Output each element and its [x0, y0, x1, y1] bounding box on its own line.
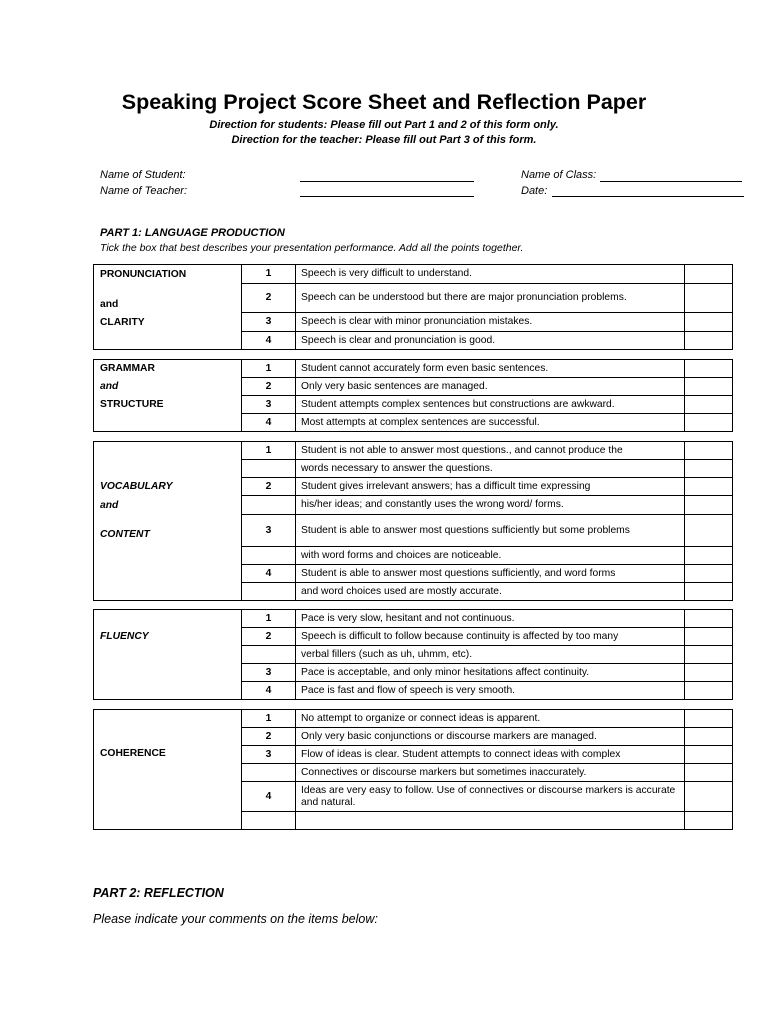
category-label: CLARITY — [100, 317, 145, 328]
direction-students: Direction for students: Please fill out Part 1 and 2 of this form only. — [209, 119, 559, 131]
rubric-pronunciation — [93, 264, 733, 350]
tick-box[interactable] — [685, 378, 733, 396]
category-label: and — [100, 500, 119, 511]
descriptor: and word choices used are mostly accurate. — [296, 583, 685, 601]
score-number — [242, 496, 296, 515]
descriptor — [296, 812, 685, 830]
tick-box[interactable] — [685, 565, 733, 583]
tick-box[interactable] — [685, 728, 733, 746]
descriptor: Student attempts complex sentences but constructions are awkward. — [296, 396, 685, 414]
tick-box[interactable] — [685, 414, 733, 432]
category-label: COHERENCE — [100, 748, 166, 759]
score-number: 3 — [242, 746, 296, 764]
score-number — [242, 547, 296, 565]
class-name-line[interactable] — [600, 181, 742, 182]
descriptor: Most attempts at complex sentences are successful. — [296, 414, 685, 432]
tick-box[interactable] — [685, 442, 733, 460]
tick-box[interactable] — [685, 682, 733, 700]
section-label-cell — [94, 610, 242, 700]
tick-box[interactable] — [685, 628, 733, 646]
student-name-line[interactable] — [300, 181, 474, 182]
score-number: 4 — [242, 414, 296, 432]
descriptor: Only very basic conjunctions or discourse markers are managed. — [296, 728, 685, 746]
score-number: 2 — [242, 284, 296, 313]
tick-box[interactable] — [685, 610, 733, 628]
rubric-vocabulary — [93, 441, 733, 601]
descriptor: Only very basic sentences are managed. — [296, 378, 685, 396]
descriptor: Flow of ideas is clear. Student attempts to connect ideas with complex — [296, 746, 685, 764]
descriptor: Connectives or discourse markers but sometimes inaccurately. — [296, 764, 685, 782]
descriptor: Student cannot accurately form even basic sentences. — [296, 360, 685, 378]
part1-heading: PART 1: LANGUAGE PRODUCTION — [100, 227, 285, 239]
descriptor: Speech is difficult to follow because continuity is affected by too many — [296, 628, 685, 646]
date-line[interactable] — [552, 196, 744, 197]
rubric-grammar — [93, 359, 733, 432]
score-number — [242, 764, 296, 782]
category-label: and — [100, 381, 119, 392]
score-number — [242, 583, 296, 601]
teacher-name-line[interactable] — [300, 196, 474, 197]
score-number: 3 — [242, 664, 296, 682]
score-number: 3 — [242, 515, 296, 547]
tick-box[interactable] — [685, 478, 733, 496]
tick-box[interactable] — [685, 284, 733, 313]
student-name-label: Name of Student: — [100, 169, 186, 181]
descriptor: Pace is fast and flow of speech is very smooth. — [296, 682, 685, 700]
tick-box[interactable] — [685, 812, 733, 830]
score-number: 3 — [242, 313, 296, 332]
descriptor: Speech is very difficult to understand. — [296, 265, 685, 284]
descriptor: No attempt to organize or connect ideas is apparent. — [296, 710, 685, 728]
category-label: STRUCTURE — [100, 399, 164, 410]
tick-box[interactable] — [685, 313, 733, 332]
descriptor: verbal fillers (such as uh, uhmm, etc). — [296, 646, 685, 664]
score-number — [242, 646, 296, 664]
descriptor: Student is able to answer most questions sufficiently, and word forms — [296, 565, 685, 583]
teacher-name-label: Name of Teacher: — [100, 185, 188, 197]
score-number: 1 — [242, 360, 296, 378]
part2-instruction: Please indicate your comments on the items below: — [93, 912, 378, 926]
part2-heading: PART 2: REFLECTION — [93, 886, 224, 900]
score-number: 4 — [242, 782, 296, 812]
descriptor: Student is not able to answer most questions., and cannot produce the — [296, 442, 685, 460]
part1-instruction: Tick the box that best describes your presentation performance. Add all the points together. — [100, 242, 524, 254]
score-number: 4 — [242, 565, 296, 583]
category-label: VOCABULARY — [100, 481, 173, 492]
descriptor: Speech can be understood but there are major pronunciation problems. — [296, 284, 685, 313]
tick-box[interactable] — [685, 646, 733, 664]
descriptor: Ideas are very easy to follow. Use of connectives or discourse markers is accurate and natural. — [296, 782, 685, 812]
tick-box[interactable] — [685, 360, 733, 378]
score-number: 1 — [242, 710, 296, 728]
descriptor: Student is able to answer most questions sufficiently but some problems — [296, 515, 685, 547]
score-number: 1 — [242, 610, 296, 628]
tick-box[interactable] — [685, 515, 733, 547]
descriptor: Speech is clear with minor pronunciation mistakes. — [296, 313, 685, 332]
score-number: 4 — [242, 682, 296, 700]
descriptor: Pace is acceptable, and only minor hesitations affect continuity. — [296, 664, 685, 682]
score-number — [242, 812, 296, 830]
score-number: 2 — [242, 728, 296, 746]
tick-box[interactable] — [685, 583, 733, 601]
score-number: 3 — [242, 396, 296, 414]
direction-teacher: Direction for the teacher: Please fill out Part 3 of this form. — [231, 134, 537, 146]
score-number: 2 — [242, 628, 296, 646]
descriptor: words necessary to answer the questions. — [296, 460, 685, 478]
score-number: 4 — [242, 332, 296, 350]
rubric-coherence — [93, 709, 733, 830]
score-number: 1 — [242, 265, 296, 284]
descriptor: Student gives irrelevant answers; has a difficult time expressing — [296, 478, 685, 496]
tick-box[interactable] — [685, 460, 733, 478]
tick-box[interactable] — [685, 782, 733, 812]
score-number: 2 — [242, 378, 296, 396]
descriptor: Pace is very slow, hesitant and not continuous. — [296, 610, 685, 628]
category-label: GRAMMAR — [100, 363, 155, 374]
category-label: PRONUNCIATION — [100, 269, 187, 280]
page-title: Speaking Project Score Sheet and Reflection Paper — [121, 90, 647, 114]
score-number: 2 — [242, 478, 296, 496]
section-label-cell — [94, 710, 242, 830]
tick-box[interactable] — [685, 664, 733, 682]
rubric-fluency — [93, 609, 733, 700]
descriptor: with word forms and choices are noticeable. — [296, 547, 685, 565]
category-label: CONTENT — [100, 529, 150, 540]
tick-box[interactable] — [685, 764, 733, 782]
class-name-label: Name of Class: — [521, 169, 597, 181]
tick-box[interactable] — [685, 547, 733, 565]
tick-box[interactable] — [685, 496, 733, 515]
section-label-cell — [94, 442, 242, 601]
score-number: 1 — [242, 442, 296, 460]
tick-box[interactable] — [685, 396, 733, 414]
tick-box[interactable] — [685, 332, 733, 350]
category-label: FLUENCY — [100, 631, 149, 642]
tick-box[interactable] — [685, 746, 733, 764]
score-number — [242, 460, 296, 478]
date-label: Date: — [521, 185, 548, 197]
tick-box[interactable] — [685, 710, 733, 728]
descriptor: his/her ideas; and constantly uses the wrong word/ forms. — [296, 496, 685, 515]
descriptor: Speech is clear and pronunciation is good. — [296, 332, 685, 350]
tick-box[interactable] — [685, 265, 733, 284]
category-label: and — [100, 299, 119, 310]
